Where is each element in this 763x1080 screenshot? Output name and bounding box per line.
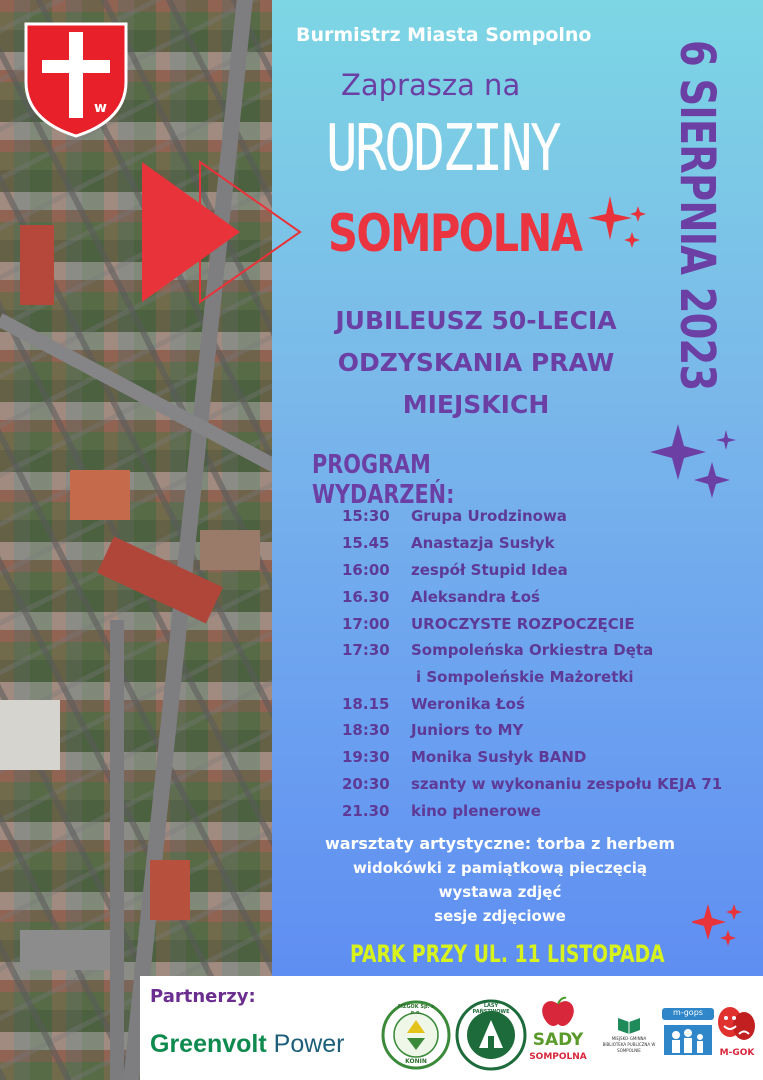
greenvolt-logo	[150, 1030, 345, 1059]
mgok-logo	[714, 1004, 760, 1066]
lasy-panstwowe-logo	[455, 998, 527, 1072]
family-icon	[662, 1021, 714, 1057]
schedule-time: 16:00	[342, 561, 390, 579]
greenvolt-name: Greenvolt	[150, 1030, 267, 1058]
schedule-time: 21.30	[342, 802, 390, 820]
jubilee-line: MIEJSKICH	[402, 390, 550, 419]
workshops-text	[290, 832, 710, 928]
book-icon	[600, 1014, 658, 1036]
invite-line: Zaprasza na	[341, 68, 521, 102]
mzgok-logo	[381, 1000, 451, 1070]
schedule-name: Juniors to MY	[411, 721, 524, 739]
mzgok-bottom-text: KONIN	[405, 1058, 427, 1065]
greenvolt-power: Power	[266, 1030, 345, 1058]
library-text: MIEJSKO-GMINNA BIBLIOTEKA PUBLICZNA W SOMPOLNIE	[602, 1036, 656, 1053]
theater-masks-icon	[714, 1004, 760, 1044]
sady-bottom-text: SOMPOLNA	[529, 1052, 587, 1062]
workshop-line: widokówki z pamiątkową pieczęcią	[352, 859, 648, 877]
schedule-name: zespół Stupid Idea	[411, 561, 568, 579]
event-date-text: 6 SIERPNIA 2023	[669, 40, 725, 391]
schedule-time: 18:30	[342, 721, 390, 739]
event-date	[655, 40, 725, 420]
title-line-2: SOMPOLNA	[328, 204, 582, 264]
jubilee-line: ODZYSKANIA PRAW	[337, 348, 615, 377]
workshop-line: wystawa zdjęć	[438, 883, 562, 901]
schedule-time: 16.30	[342, 588, 390, 606]
schedule-time: 18.15	[342, 695, 390, 713]
play-arrow-icon	[140, 160, 310, 310]
schedule-name: i Sompoleńskie Mażoretki	[416, 668, 634, 686]
sparkle-icon	[648, 420, 740, 498]
lasy-text: LASY PAŃSTWOWE	[472, 1003, 510, 1015]
schedule-name: Aleksandra Łoś	[411, 588, 540, 606]
schedule-time: 15.45	[342, 534, 390, 552]
schedule-time: 20:30	[342, 775, 390, 793]
jubilee-line: JUBILEUSZ 50-LECIA	[335, 306, 617, 335]
program-title: PROGRAM WYDARZEŃ:	[312, 450, 455, 510]
event-location: PARK PRZY UL. 11 LISTOPADA	[350, 940, 665, 968]
host-line: Burmistrz Miasta Sompolno	[296, 24, 592, 46]
schedule-name: szanty w wykonaniu zespołu KEJA 71	[411, 775, 723, 793]
title-line-1: URODZINY	[326, 112, 560, 186]
schedule-name: Monika Susłyk BAND	[411, 748, 587, 766]
schedule-name: UROCZYSTE ROZPOCZĘCIE	[411, 615, 635, 633]
schedule-time: 17:30	[342, 641, 390, 659]
partners-label: Partnerzy:	[150, 986, 256, 1007]
schedule-time: 15:30	[342, 507, 390, 525]
workshop-line: sesje zdjęciowe	[434, 907, 566, 925]
schedule-name: kino plenerowe	[411, 802, 541, 820]
jubilee-text	[296, 300, 656, 426]
schedule-time: 17:00	[342, 615, 390, 633]
apple-icon	[528, 996, 588, 1030]
schedule-time: 19:30	[342, 748, 390, 766]
sady-sompolna-logo	[528, 996, 588, 1076]
svg-text:w: w	[94, 100, 107, 116]
library-logo	[600, 1014, 658, 1064]
mgok-text: M-GOK	[719, 1048, 755, 1058]
mgops-logo	[662, 1008, 714, 1058]
sady-top-text: SADY	[532, 1030, 584, 1050]
workshop-line: warsztaty artystyczne: torba z herbem	[324, 834, 676, 853]
mgops-text: m-gops	[662, 1008, 714, 1020]
schedule-name: Grupa Urodzinowa	[411, 507, 567, 525]
sparkle-icon	[588, 196, 650, 248]
coat-of-arms-icon	[22, 20, 130, 138]
schedule-name: Weronika Łoś	[411, 695, 525, 713]
schedule-name: Sompoleńska Orkiestra Dęta	[411, 641, 654, 659]
mzgok-top-text: MZGOK Sp. z o.o.	[397, 1004, 435, 1016]
schedule-name: Anastazja Susłyk	[411, 534, 555, 552]
